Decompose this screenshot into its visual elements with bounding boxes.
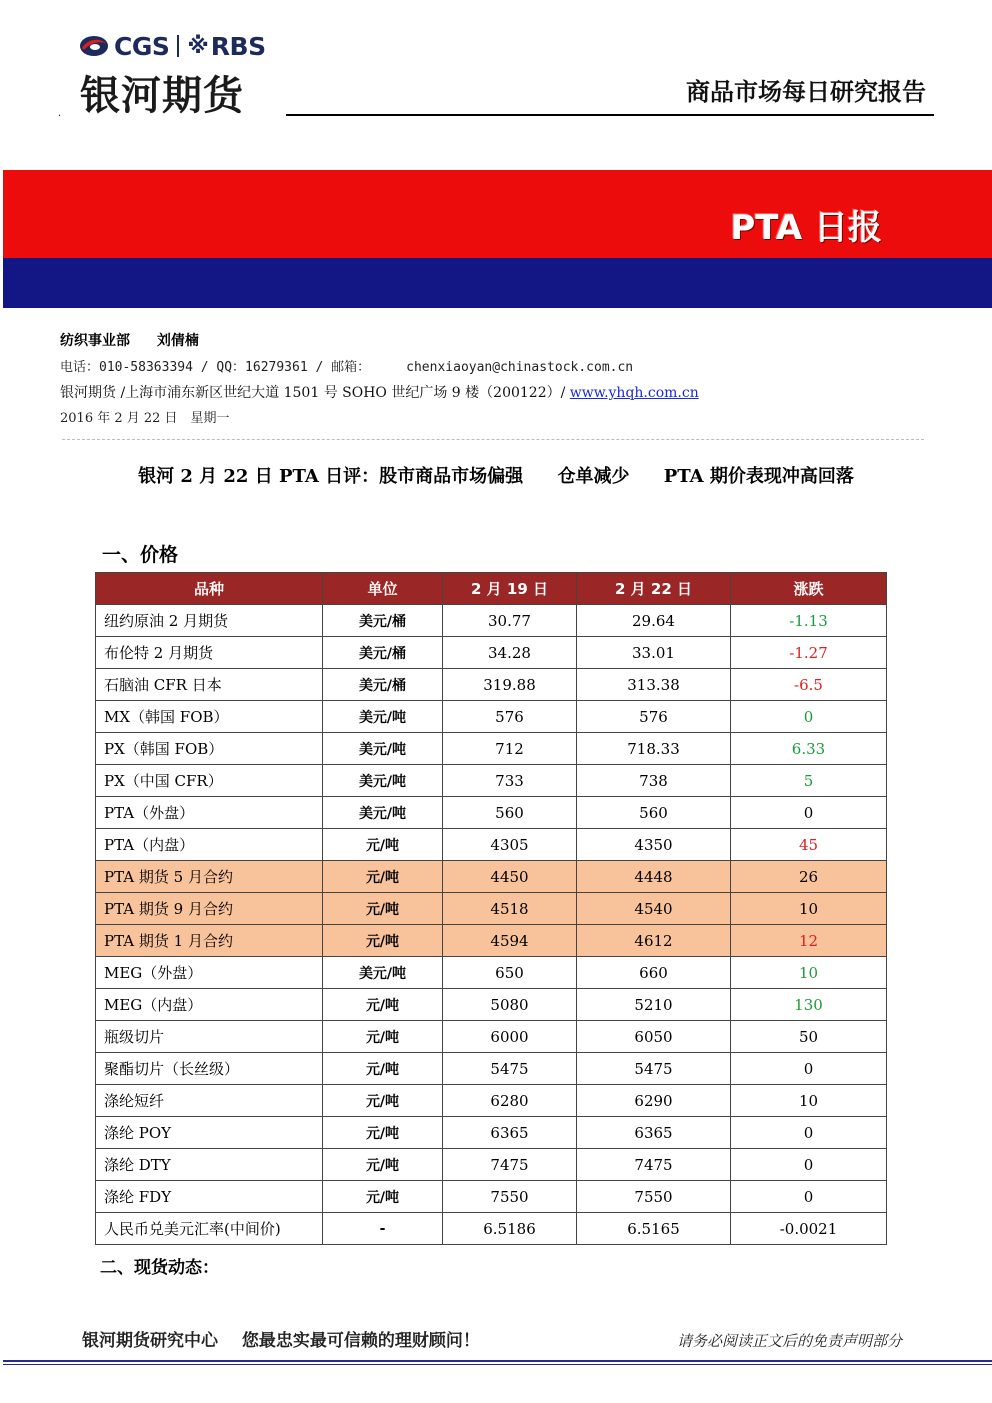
- cell-date2-price: 560: [577, 797, 731, 829]
- cell-change: 0: [731, 1117, 887, 1149]
- footer-slogan-text: 您最忠实最可信赖的理财顾问！: [241, 1331, 480, 1351]
- cell-unit: 元/吨: [323, 1021, 443, 1053]
- cell-change: 0: [731, 701, 887, 733]
- cell-change: 6.33: [731, 733, 887, 765]
- cell-change: 26: [731, 861, 887, 893]
- table-row: [96, 1181, 887, 1213]
- table-row: [96, 733, 887, 765]
- cgs-swirl-icon: [78, 33, 110, 59]
- cell-date2-price: 4612: [577, 925, 731, 957]
- headline-part1: 银河 2 月 22 日 PTA 日评：股市商品市场偏强: [138, 466, 524, 487]
- cell-product: 涤纶短纤: [96, 1085, 323, 1117]
- logo-rbs-text: RBS: [210, 31, 266, 61]
- cell-product: MEG（内盘）: [96, 989, 323, 1021]
- cell-date2-price: 576: [577, 701, 731, 733]
- table-row: [96, 1149, 887, 1181]
- footer-rule: [3, 1360, 992, 1362]
- cell-change: -1.13: [731, 605, 887, 637]
- table-row: [96, 1117, 887, 1149]
- cell-date2-price: 29.64: [577, 605, 731, 637]
- cell-product: PTA（内盘）: [96, 829, 323, 861]
- col-header-product: 品种: [96, 573, 323, 605]
- cell-product: PTA 期货 9 月合约: [96, 893, 323, 925]
- headline-part2: 仓单减少: [557, 466, 630, 487]
- cell-change: 5: [731, 765, 887, 797]
- address-text: 银河期货 /上海市浦东新区世纪大道 1501 号 SOHO 世纪广场 9 楼（200122）/: [60, 385, 570, 401]
- cell-date1-price: 7550: [443, 1181, 577, 1213]
- cell-product: MX（韩国 FOB）: [96, 701, 323, 733]
- header-dot: .: [58, 108, 62, 119]
- website-link[interactable]: www.yhqh.com.cn: [569, 385, 699, 401]
- cell-date1-price: 4450: [443, 861, 577, 893]
- cell-date2-price: 6290: [577, 1085, 731, 1117]
- cell-date2-price: 5210: [577, 989, 731, 1021]
- cell-unit: 元/吨: [323, 861, 443, 893]
- table-row: [96, 765, 887, 797]
- cell-unit: 元/吨: [323, 893, 443, 925]
- cell-date2-price: 313.38: [577, 669, 731, 701]
- cell-date2-price: 4350: [577, 829, 731, 861]
- cell-date2-price: 5475: [577, 1053, 731, 1085]
- author-name: 刘倩楠: [156, 333, 199, 349]
- cell-change: 0: [731, 797, 887, 829]
- section-price-title: 一、价格: [102, 544, 179, 566]
- cell-date2-price: 4540: [577, 893, 731, 925]
- cell-date2-price: 718.33: [577, 733, 731, 765]
- cell-change: -1.27: [731, 637, 887, 669]
- col-header-date1: 2 月 19 日: [443, 573, 577, 605]
- cell-product: 布伦特 2 月期货: [96, 637, 323, 669]
- headline: [0, 462, 992, 488]
- table-row: [96, 829, 887, 861]
- table-row: [96, 957, 887, 989]
- cell-product: 涤纶 POY: [96, 1117, 323, 1149]
- header-rule: [286, 114, 934, 116]
- table-row: [96, 1085, 887, 1117]
- section-spot-title: 二、现货动态：: [100, 1258, 219, 1278]
- table-row: [96, 1021, 887, 1053]
- logo-separator: [177, 35, 179, 57]
- cell-date2-price: 7475: [577, 1149, 731, 1181]
- cell-product: 人民币兑美元汇率(中间价): [96, 1213, 323, 1245]
- cell-date1-price: 7475: [443, 1149, 577, 1181]
- cell-change: 0: [731, 1053, 887, 1085]
- contact-line: [60, 356, 633, 375]
- author-line: [60, 330, 199, 350]
- cell-change: 45: [731, 829, 887, 861]
- dashed-divider: [62, 439, 924, 440]
- table-row: [96, 1213, 887, 1245]
- cell-product: 涤纶 DTY: [96, 1149, 323, 1181]
- cell-date1-price: 576: [443, 701, 577, 733]
- cell-date2-price: 6050: [577, 1021, 731, 1053]
- cell-unit: 美元/吨: [323, 765, 443, 797]
- cell-unit: 美元/吨: [323, 957, 443, 989]
- cell-unit: 元/吨: [323, 1181, 443, 1213]
- cell-date1-price: 6000: [443, 1021, 577, 1053]
- cell-product: PX（中国 CFR）: [96, 765, 323, 797]
- logo: [78, 32, 266, 60]
- cell-product: 石脑油 CFR 日本: [96, 669, 323, 701]
- cell-date1-price: 4305: [443, 829, 577, 861]
- cell-unit: 美元/吨: [323, 701, 443, 733]
- cell-unit: 美元/桶: [323, 669, 443, 701]
- table-row: [96, 989, 887, 1021]
- footer-disclaimer: 请务必阅读正文后的免责声明部分: [676, 1332, 902, 1350]
- cell-unit: 美元/吨: [323, 733, 443, 765]
- cell-unit: 美元/桶: [323, 637, 443, 669]
- banner-title: PTA 日报: [730, 208, 882, 248]
- cell-date1-price: 6280: [443, 1085, 577, 1117]
- cell-date2-price: 6.5165: [577, 1213, 731, 1245]
- cell-date2-price: 7550: [577, 1181, 731, 1213]
- price-table: [95, 572, 887, 1245]
- cell-product: PX（韩国 FOB）: [96, 733, 323, 765]
- cell-date1-price: 319.88: [443, 669, 577, 701]
- table-row: [96, 925, 887, 957]
- logo-chinese-name: 银河期货: [80, 73, 244, 119]
- table-row: [96, 637, 887, 669]
- cell-unit: 元/吨: [323, 989, 443, 1021]
- cell-date1-price: 34.28: [443, 637, 577, 669]
- table-row: [96, 861, 887, 893]
- cell-change: -6.5: [731, 669, 887, 701]
- cell-date1-price: 650: [443, 957, 577, 989]
- cell-unit: 元/吨: [323, 1053, 443, 1085]
- rbs-mark-icon: ※: [187, 33, 209, 59]
- table-row: [96, 669, 887, 701]
- cell-date1-price: 560: [443, 797, 577, 829]
- cell-change: 10: [731, 957, 887, 989]
- table-row: [96, 605, 887, 637]
- cell-unit: -: [323, 1213, 443, 1245]
- email[interactable]: chenxiaoyan@chinastock.com.cn: [406, 360, 634, 375]
- department: 纺织事业部: [60, 333, 130, 349]
- col-header-date2: 2 月 22 日: [577, 573, 731, 605]
- cell-product: 涤纶 FDY: [96, 1181, 323, 1213]
- report-date: 2016 年 2 月 22 日 星期一: [60, 411, 230, 426]
- cell-change: 0: [731, 1149, 887, 1181]
- cell-date1-price: 6.5186: [443, 1213, 577, 1245]
- cell-change: 10: [731, 893, 887, 925]
- cell-date1-price: 4518: [443, 893, 577, 925]
- address-line: [60, 382, 699, 402]
- cell-unit: 元/吨: [323, 1117, 443, 1149]
- headline-part3: PTA 期价表现冲高回落: [663, 466, 854, 487]
- col-header-unit: 单位: [323, 573, 443, 605]
- cell-product: 瓶级切片: [96, 1021, 323, 1053]
- cell-date2-price: 6365: [577, 1117, 731, 1149]
- cell-change: 12: [731, 925, 887, 957]
- cell-product: PTA 期货 1 月合约: [96, 925, 323, 957]
- cell-change: 130: [731, 989, 887, 1021]
- cell-date1-price: 712: [443, 733, 577, 765]
- cell-product: PTA 期货 5 月合约: [96, 861, 323, 893]
- cell-date2-price: 660: [577, 957, 731, 989]
- table-row: [96, 893, 887, 925]
- cell-date1-price: 733: [443, 765, 577, 797]
- cell-product: PTA（外盘）: [96, 797, 323, 829]
- cell-date1-price: 4594: [443, 925, 577, 957]
- cell-unit: 元/吨: [323, 829, 443, 861]
- footer-slogan: [82, 1326, 480, 1351]
- cell-date2-price: 738: [577, 765, 731, 797]
- cell-date1-price: 30.77: [443, 605, 577, 637]
- cell-change: 50: [731, 1021, 887, 1053]
- cell-unit: 美元/吨: [323, 797, 443, 829]
- footer-center-name: 银河期货研究中心: [82, 1331, 218, 1351]
- cell-date1-price: 5080: [443, 989, 577, 1021]
- cell-date2-price: 4448: [577, 861, 731, 893]
- table-row: [96, 797, 887, 829]
- col-header-change: 涨跌: [731, 573, 887, 605]
- table-row: [96, 701, 887, 733]
- cell-product: MEG（外盘）: [96, 957, 323, 989]
- cell-unit: 元/吨: [323, 925, 443, 957]
- cell-change: 10: [731, 1085, 887, 1117]
- banner-blue-band: [3, 258, 992, 308]
- cell-date1-price: 5475: [443, 1053, 577, 1085]
- table-header-row: [96, 573, 887, 605]
- logo-cgs-text: CGS: [114, 31, 170, 61]
- cell-unit: 美元/桶: [323, 605, 443, 637]
- cell-unit: 元/吨: [323, 1149, 443, 1181]
- table-row: [96, 1053, 887, 1085]
- cell-change: -0.0021: [731, 1213, 887, 1245]
- cell-date1-price: 6365: [443, 1117, 577, 1149]
- cell-product: 聚酯切片（长丝级）: [96, 1053, 323, 1085]
- contact-prefix: 电话：010-58363394 / QQ：16279361 / 邮箱：: [60, 360, 371, 375]
- cell-change: 0: [731, 1181, 887, 1213]
- cell-product: 纽约原油 2 月期货: [96, 605, 323, 637]
- cell-unit: 元/吨: [323, 1085, 443, 1117]
- cell-date2-price: 33.01: [577, 637, 731, 669]
- footer-rule-thin: [3, 1364, 992, 1365]
- report-title: 商品市场每日研究报告: [686, 78, 926, 106]
